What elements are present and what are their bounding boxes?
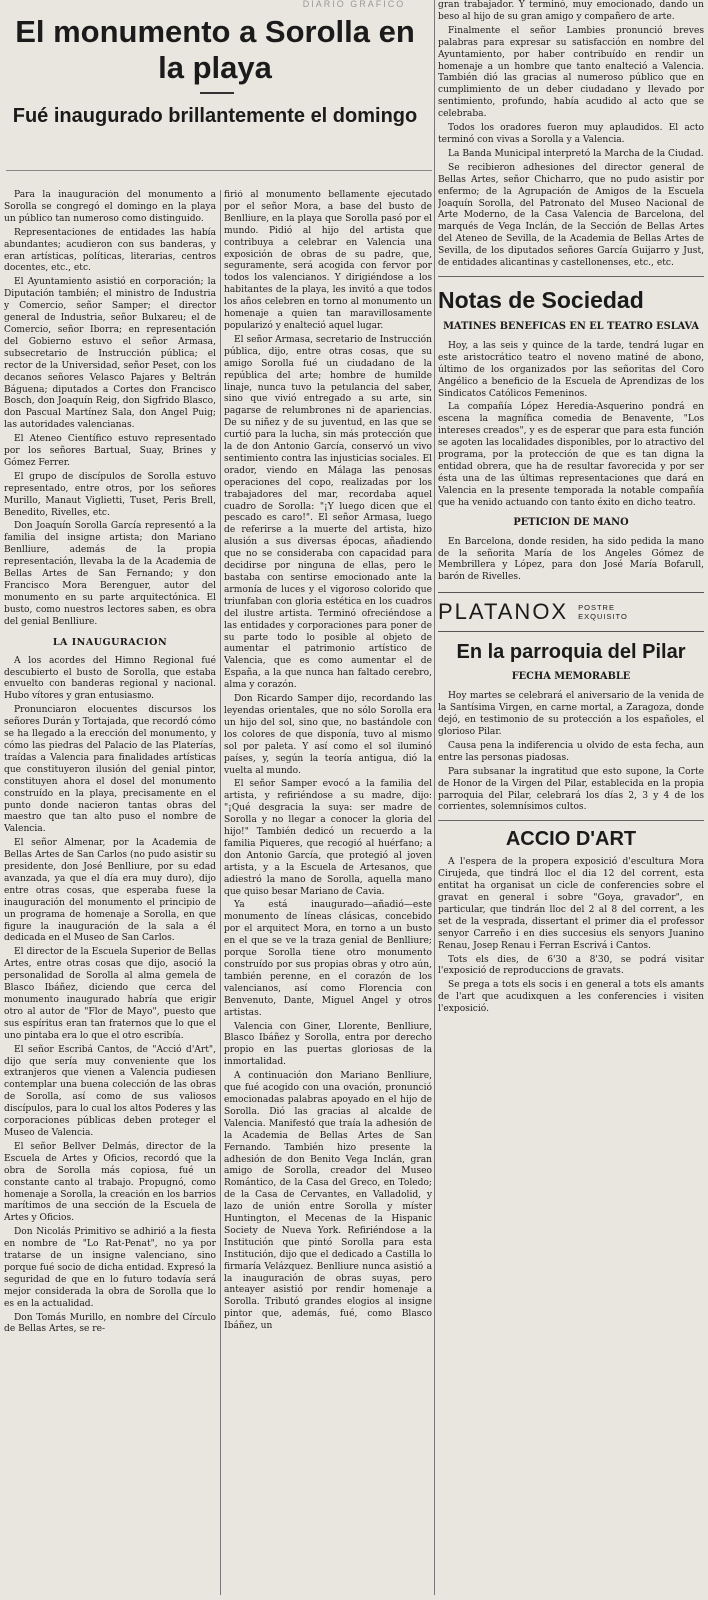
paragraph: Representaciones de entidades las había abundantes; acudieron con sus banderas, y eran artísticas, políticas, literarias, centros docentes, etc., etc. — [4, 227, 216, 274]
paragraph: Se prega a tots els socis i en general a tots els amants de l'art que acudixquen a les conferencies i visiten l'exposició. — [438, 980, 704, 1015]
article-subtitle: Fué inaugurado brillantemente el domingo — [12, 105, 418, 127]
peticion-heading: PETICION DE MANO — [513, 516, 629, 528]
paragraph: A los acordes del Himno Regional fué descubierto el busto de Sorolla, que estaba envuelto con banderas regional y nacional. Hubo vítores y gran entusiasmo. — [4, 655, 216, 702]
paragraph: Don Tomás Murillo, en nombre del Círculo de Bellas Artes, se re- — [4, 1312, 216, 1335]
masthead-fragment: DIARIO GRÁFICO — [302, 0, 406, 8]
paragraph: Para subsanar la ingratitud que esto supone, la Corte de Honor de la Virgen del Pilar, establecida en la propia parroquia del Pilar, celebrará los días 2, 3 y 4 de los corrientes, solemnísimos cultos. — [438, 766, 704, 813]
ad-brand: PLATANOX — [438, 599, 569, 625]
article-title: El monumento a Sorolla en la playa — [15, 14, 415, 85]
title-dash — [200, 92, 234, 94]
pilar-heading: FECHA MEMORABLE — [511, 671, 631, 683]
paragraph: Don Nicolás Primitivo se adhirió a la fiesta en nombre de "Lo Rat-Penat", no ya por tratarse de un insigne valenciano, sino porque fué socio de dicha entidad. Expresó la seguridad de que en lo futuro todavía será mejor considerada la obra de Sorolla que lo es en la actualidad. — [4, 1227, 216, 1309]
ad-tag-line1: POSTRE — [578, 603, 615, 613]
paragraph: Pronunciaron elocuentes discursos los señores Durán y Tortajada, que recordó cómo se ha llegado a la erección del monumento, y cómo las piedras del Palacio de las Platerías, traídas a Valencia para finalidades artísticas que constituyeron ilusión del genial pintor, constituyen ahora el dosel del monumento construído en la playa, precisamente en el punto donde nacieron tantas obras del maestro que tan alto puso el nombre de Valencia. — [4, 705, 216, 835]
column-divider-1 — [220, 190, 221, 1595]
paragraph: Se recibieron adhesiones del director general de Bellas Artes, señor Chicharro, que no pudo asistir por enfermo; de la Agrupación de Amigos de la Escuela Joaquín Sorolla, del Patronato del Museo Nacional de Arte Moderno, de la Casa Valencia de Barcelona, del marqués de Vega Inclán, de la Sección de Bellas Artes del Ateneo de Sevilla, de la Academia de Bellas Artes de Sevilla, de los diputados señores García Guijarro y Just, de entidades alicantinas y castellonenses, etc., etc. — [438, 162, 704, 269]
paragraph: En Barcelona, donde residen, ha sido pedida la mano de la señorita María de los Angeles Gómez de Membrillera y López, para don José María Bofarull, barón de Rivelles. — [438, 536, 704, 583]
ad-tag-line2: EXQUISITO — [578, 612, 628, 622]
article-column-2 — [224, 190, 432, 1335]
paragraph: El señor Almenar, por la Academia de Bellas Artes de San Carlos (no pudo asistir su presidente, don José Benlliure, por su edad avanzada, ya que el día era muy duro), dijo entre otras cosas, que esperaba fuese la inauguración del monumento el principio de un programa de homenaje a Sorolla, en que figure la inauguración de la sala a él dedicada en el Museo de San Carlos. — [4, 838, 216, 944]
section-rule — [438, 820, 704, 821]
paragraph: El grupo de discípulos de Sorolla estuvo representado, entre otros, por los señores Murillo, Manaut Viglietti, Tuset, Peris Brell, Benedito, Rivelles, etc. — [4, 471, 216, 518]
notas-title: Notas de Sociedad — [438, 286, 644, 313]
paragraph: El Ayuntamiento asistió en corporación; la Diputación también; el ministro de Industria y Comercio, señor Samper; el director general de Industria, señor Bulxareu; el de Comercio, señor Iborra; en representación del Gobierno estuvo el señor Armasa, subsecretario de Instrucción pública; el rector de la Universidad, señor Peset, con los decanos señores Velasco Pajares y Beltrán Báguena; diputados a Cortes don Francisco Bosch, don Joaquín Reig, don Sigfrido Blasco, don Pascual Martínez Sala, don Angel Puig; las autoridades valencianas. — [4, 277, 216, 431]
paragraph: Valencia con Giner, Llorente, Benlliure, Blasco Ibáñez y Sorolla, entra por derecho propio en las puertas gloriosas de la inmortalidad. — [224, 1021, 432, 1068]
pilar-title: En la parroquia del Pilar — [456, 641, 686, 664]
paragraph: El señor Armasa, secretario de Instrucción pública, dijo, entre otras cosas, que su amigo Sorolla fué un ciudadano de la república del arte; hombre de humilde linaje, nunca tuvo la petulancia del saber, sino que vivió entregado a su arte, sin pagarse de relumbrones ni de apariencias. De su niñez y de su juventud, en las que se curtió para la lucha, sin más protección que la de don Antonio García, conservó un vivo sentimiento contra las injusticias sociales. El orador, viendo en Málaga las penosas operaciones del copo, realizadas por los trabajadores del mar, recordaba aquel cuadro de Sorolla: "¡Y luego dicen que el pescado es caro!". El señor Armasa, luego de referirse a la muerte del artista, hizo alusión a sus diversas épocas, añadiendo que no se consideraba con capacidad para decidirse por ninguna de ellas, pero le bastaba con sentirse emocionado ante la armonía de luces y el vigoroso colorido que triunfaban con gloria estética en los cuadros del ilustre artista. Terminó ofreciéndose a las entidades y corporaciones para poner de su parte todo lo posible al objeto de aumentar el patrimonio artístico de Valencia, que es como aumentar el de España, a la que nunca han faltado cerebro, alma y corazón. — [224, 334, 432, 691]
paragraph: Ya está inaugurado—añadió—este monumento de líneas clásicas, concebido por el arquitect Mora, en torno a un busto en el que se ve la traza genial de Benlliure; porque Sorolla tiene otro monumento construído por sus propias obras y otro aún, también perenne, en el corazón de los valencianos, así como Florencia con Benvenuto, Dante, Miguel Angel y otros artistas. — [224, 900, 432, 1018]
column-divider-2 — [434, 0, 435, 1595]
paragraph: Causa pena la indiferencia u olvido de esta fecha, aun entre las personas piadosas. — [438, 740, 704, 763]
header-rule — [6, 170, 432, 171]
paragraph: El señor Bellver Delmás, director de la Escuela de Artes y Oficios, recordó que la obra de Sorolla más copiosa, fué un constante canto al trabajo. Propugnó, como homenaje a Sorolla, la creación en los barrios marítimos de una sección de la Escuela de Artes y Oficios. — [4, 1141, 216, 1224]
paragraph: Hoy martes se celebrará el aniversario de la venida de la Santísima Virgen, en carne mortal, a Zaragoza, donde dejó, en testimonio de su protección a los españoles, el glorioso Pilar. — [438, 691, 704, 737]
ad-tagline — [578, 603, 628, 621]
paragraph: A l'espera de la propera exposició d'escultura Mora Cirujeda, que tindrá lloc el dia 12 del corrent, esta entitat ha organisat un cicle de conferencies sobre el gravat en general i sobre "Goya, gravador", en particular, que tindrán lloc del 2 al 8 del corrent, a les set de la vesprada, dissertant el primer dia el professor senyor Carreño i en dies succesius els senyors Juanino Renau, Josep Renau i Ferran Escrivá i Cantos. — [438, 857, 704, 951]
column-3 — [438, 0, 704, 1018]
paragraph: firió al monumento bellamente ejecutado por el señor Mora, a base del busto de Benlliure, en la playa que Sorolla pasó por el mundo. Pidió al hijo del artista que contribuya a celebrar en Valencia una exposición de obras de su padre, que, seguramente, será acogida con fervor por todos los valencianos. Y dirigiéndose a los habitantes de la playa, les invitó a que todos los años celebren en torno al monumento un homenaje a quien tan maravillosamente popularizó y enalteció aquel lugar. — [224, 190, 432, 331]
paragraph: Todos los oradores fueron muy aplaudidos. El acto terminó con vivas a Sorolla y a Valencia. — [438, 123, 704, 145]
paragraph: El director de la Escuela Superior de Bellas Artes, entre otras cosas que dijo, asoció la personalidad de Sorolla al alma gemela de Blasco Ibáñez, diciendo que cerca del monumento inaugurado habría que erigir otro al autor de "Flor de Mayo", puesto que sus espíritus eran tan fraternos que lo que el uno pintaba era lo que el otro escribía. — [4, 947, 216, 1041]
accio-title: ACCIO D'ART — [505, 828, 637, 851]
paragraph: Don Ricardo Samper dijo, recordando las leyendas orientales, que no sólo Sorolla era un hijo del sol, sino que, no bastándole con los colores de que disponía, tuvo al mismo sol por paleta. Y así como el sol iluminó países, y, según la teoría antigua, dió la vuelta al mundo. — [224, 694, 432, 776]
section-heading-inauguracion: LA INAUGURACION — [52, 636, 168, 648]
paragraph: El señor Escribá Cantos, de "Acció d'Art", dijo que sería muy conveniente que los extranjeros que vienen a Valencia pudiesen contemplar una buena colección de las obras de Sorolla, así como de sus valiosos discípulos, para lo cual los altos Poderes y las corporaciones públicas deben proteger el Museo de Valencia. — [4, 1044, 216, 1138]
paragraph: La compañía López Heredia-Asquerino pondrá en escena la magnífica comedia de Benavente, "Los intereses creados", y es de esperar que para esta función se agoten las localidades disponibles, por lo atractivo del programa, por la protección de que es tan digna la entidad obrera, que ha de resultar favorecida y por ser ésta una de las últimas representaciones que dará en Valencia en la presente temporada la notable compañía que ha venido actuando con tanto éxito en dicho teatro. — [438, 402, 704, 508]
paragraph: Para la inauguración del monumento a Sorolla se congregó el domingo en la playa un público tan numeroso como distinguido. — [4, 190, 216, 224]
paragraph: Don Joaquín Sorolla García representó a la familia del insigne artista; don Mariano Benlliure, además de la propia representación, llevaba la de la Academia de Bellas Artes de San Fernando; y don Francisco Mora Berenguer, autor del monumento en su parte arquitectónica. El busto, como nuestros lectores saben, es obra del genial Benlliure. — [4, 521, 216, 627]
paragraph: La Banda Municipal interpretó la Marcha de la Ciudad. — [448, 148, 704, 159]
matines-heading: MATINES BENEFICAS EN EL TEATRO ESLAVA — [443, 320, 699, 332]
article-column-1 — [4, 190, 216, 1338]
paragraph: Finalmente el señor Lambies pronunció breves palabras para expresar su satisfacción en nombre del Ayuntamiento, por haber contribuído en rendir un homenaje a un hombre que tanto enalteció a Valencia. También dió las gracias al numeroso público que en cumplimiento de un deber ciudadano y llevado por sentimiento, profundo, había acudido al acto que se celebraba. — [438, 25, 704, 120]
paragraph: A continuación don Mariano Benlliure, que fué acogido con una ovación, pronunció emocionadas palabras apoyado en el hijo de Sorolla. Dió las gracias al alcalde de Valencia. Manifestó que traía la adhesión de la Academia de Bellas Artes de San Fernando. También hizo presente la adhesión de don Benito Vega Inclán, gran amigo de Sorolla, creador del Museo Romántico, de la Casa del Greco, en Toledo; de la Casa de Cervantes, en Valladolid, y lazo de unión entre Sorolla y míster Huntington, el Mecenas de la Hispanic Society de Nueva York. Refiriéndose a la Institución que pintó Sorolla para esta Institución, dijo que el dedicado a Castilla lo firmaría Velázquez. Benlliure nunca asistió a la inauguración de obras suyas, pero anteayer asistió por rendir homenaje a Sorolla. Tributó grandes elogios al insigne pintor que, además, fué, como Blasco Ibáñez, un — [224, 1071, 432, 1332]
paragraph: El Ateneo Científico estuvo representado por los señores Bartual, Suay, Brines y Gómez Ferrer. — [4, 434, 216, 468]
platanox-ad — [438, 592, 704, 632]
paragraph: gran trabajador. Y terminó, muy emocionado, dando un beso al hijo de su gran amigo y compañero de arte. — [438, 0, 704, 22]
paragraph: Tots els dies, de 6'30 a 8'30, se podrá visitar l'exposició de reproduccions de gravats. — [438, 954, 704, 977]
paragraph: Hoy, a las seis y quince de la tarde, tendrá lugar en este aristocrático teatro el noveno matiné de abono, último de los organizados por las señoritas del Coro Angélico a beneficio de la Escuela de Aprendizas de los Sindicatos Católicos Femeninos. — [438, 340, 704, 399]
section-rule — [438, 276, 704, 277]
paragraph: El señor Samper evocó a la familia del artista, y refiriéndose a su madre, dijo: "¡Qué desgracia la suya: ser madre de Sorolla y no llegar a conocer la gloria del hijo!" También dedicó un recuerdo a la familia Piqueres, que recogió al huérfano; a don Antonio García, que protegió al joven artista, y a la Escuela de Artesanos, que adiestró la mano de Sorolla, aquella mano que quiso besar Mariano de Cavia. — [224, 779, 432, 897]
